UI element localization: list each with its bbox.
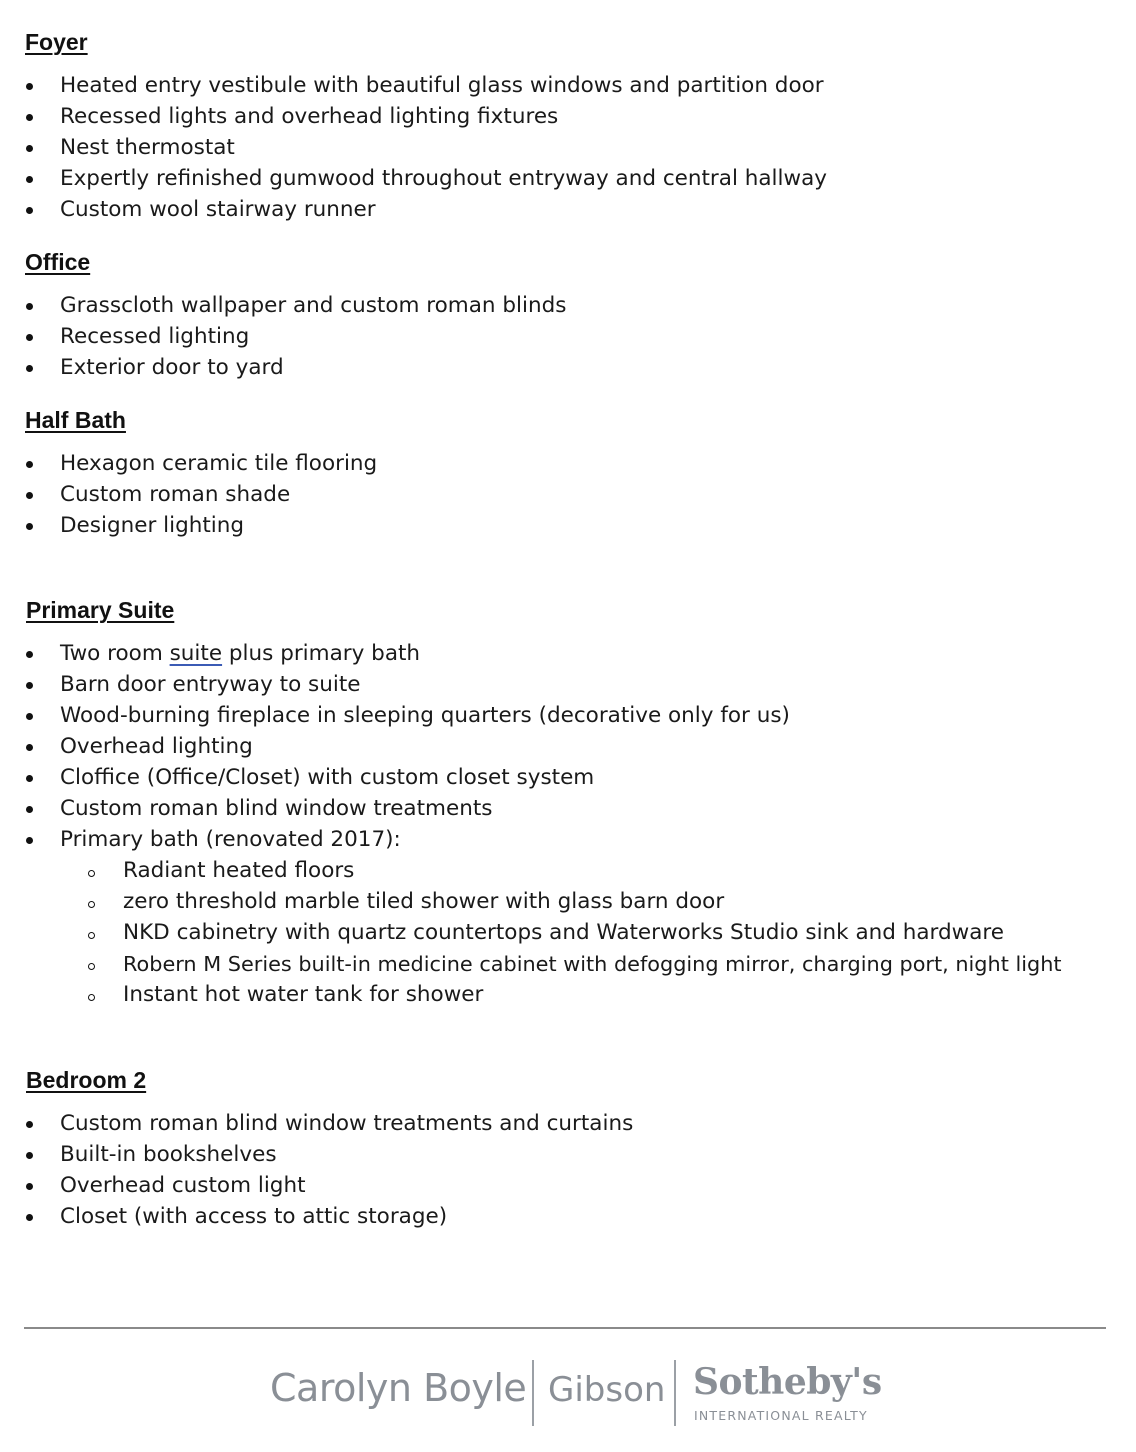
bullet-icon xyxy=(26,145,33,152)
office-list xyxy=(0,291,566,384)
list-item: Two room suite plus primary bath xyxy=(0,639,1062,670)
hollow-bullet-icon xyxy=(88,870,95,877)
bullet-icon xyxy=(26,83,33,90)
bullet-icon xyxy=(26,713,33,720)
primary-suite-list xyxy=(0,639,1062,1011)
foyer-list xyxy=(0,71,827,226)
list-item: Expertly refinished gumwood throughout entryway and central hallway xyxy=(0,164,827,195)
bullet-icon xyxy=(26,806,33,813)
sub-list-item: Robern M Series built-in medicine cabinet with defogging mirror, charging port, night light xyxy=(0,949,1062,980)
list-item: Recessed lights and overhead lighting fixtures xyxy=(0,102,827,133)
bullet-icon xyxy=(26,1214,33,1221)
bullet-icon xyxy=(26,365,33,372)
bullet-icon xyxy=(26,744,33,751)
list-item: Exterior door to yard xyxy=(0,353,566,384)
list-item: Hexagon ceramic tile flooring xyxy=(0,449,377,480)
logo-brokerage: Sotheby's xyxy=(693,1361,882,1403)
sub-list-item: NKD cabinetry with quartz countertops and Waterworks Studio sink and hardware xyxy=(0,918,1062,949)
bullet-icon xyxy=(26,176,33,183)
footer-divider xyxy=(24,1327,1106,1329)
half-bath-list xyxy=(0,449,377,542)
list-item: Custom wool stairway runner xyxy=(0,195,827,226)
section-heading-half-bath: Half Bath xyxy=(25,407,126,433)
hollow-bullet-icon xyxy=(88,963,95,970)
bullet-icon xyxy=(26,523,33,530)
list-item: Wood-burning fireplace in sleeping quarters (decorative only for us) xyxy=(0,701,1062,732)
section-heading-office: Office xyxy=(25,249,91,275)
bullet-icon xyxy=(26,775,33,782)
list-item: Recessed lighting xyxy=(0,322,566,353)
logo-agent-name: Carolyn Boyle xyxy=(270,1366,527,1410)
list-item: Custom roman blind window treatments and curtains xyxy=(0,1109,633,1140)
list-item: Custom roman shade xyxy=(0,480,377,511)
section-heading-primary-suite: Primary Suite xyxy=(26,597,175,623)
list-item: Overhead lighting xyxy=(0,732,1062,763)
bullet-icon xyxy=(26,837,33,844)
brokerage-logo xyxy=(270,1358,882,1428)
bullet-icon xyxy=(26,207,33,214)
bullet-icon xyxy=(26,492,33,499)
section-heading-foyer: Foyer xyxy=(25,29,88,55)
list-item: Heated entry vestibule with beautiful glass windows and partition door xyxy=(0,71,827,102)
list-item: Custom roman blind window treatments xyxy=(0,794,1062,825)
bedroom-2-list xyxy=(0,1109,633,1233)
bullet-icon xyxy=(26,1121,33,1128)
bullet-icon xyxy=(26,1152,33,1159)
list-item: Primary bath (renovated 2017): xyxy=(0,825,1062,856)
list-item: Closet (with access to attic storage) xyxy=(0,1202,633,1233)
logo-agent-surname: Gibson xyxy=(548,1370,666,1410)
bullet-icon xyxy=(26,303,33,310)
bullet-icon xyxy=(26,682,33,689)
hollow-bullet-icon xyxy=(88,932,95,939)
bullet-icon xyxy=(26,1183,33,1190)
logo-divider xyxy=(532,1360,534,1426)
bullet-icon xyxy=(26,334,33,341)
logo-divider xyxy=(674,1360,676,1426)
bullet-icon xyxy=(26,651,33,658)
section-heading-bedroom-2: Bedroom 2 xyxy=(26,1067,147,1093)
bullet-icon xyxy=(26,114,33,121)
list-item: Designer lighting xyxy=(0,511,377,542)
list-item: Overhead custom light xyxy=(0,1171,633,1202)
list-item: Barn door entryway to suite xyxy=(0,670,1062,701)
logo-brokerage-subtitle: INTERNATIONAL REALTY xyxy=(694,1408,868,1423)
hollow-bullet-icon xyxy=(88,994,95,1001)
sub-list-item: zero threshold marble tiled shower with glass barn door xyxy=(0,887,1062,918)
list-item: Nest thermostat xyxy=(0,133,827,164)
hollow-bullet-icon xyxy=(88,901,95,908)
sub-list-item: Instant hot water tank for shower xyxy=(0,980,1062,1011)
sub-list-item: Radiant heated floors xyxy=(0,856,1062,887)
list-item: Cloffice (Office/Closet) with custom closet system xyxy=(0,763,1062,794)
bullet-icon xyxy=(26,461,33,468)
list-item: Grasscloth wallpaper and custom roman blinds xyxy=(0,291,566,322)
list-item: Built-in bookshelves xyxy=(0,1140,633,1171)
spellcheck-flagged-word: suite xyxy=(169,641,223,666)
